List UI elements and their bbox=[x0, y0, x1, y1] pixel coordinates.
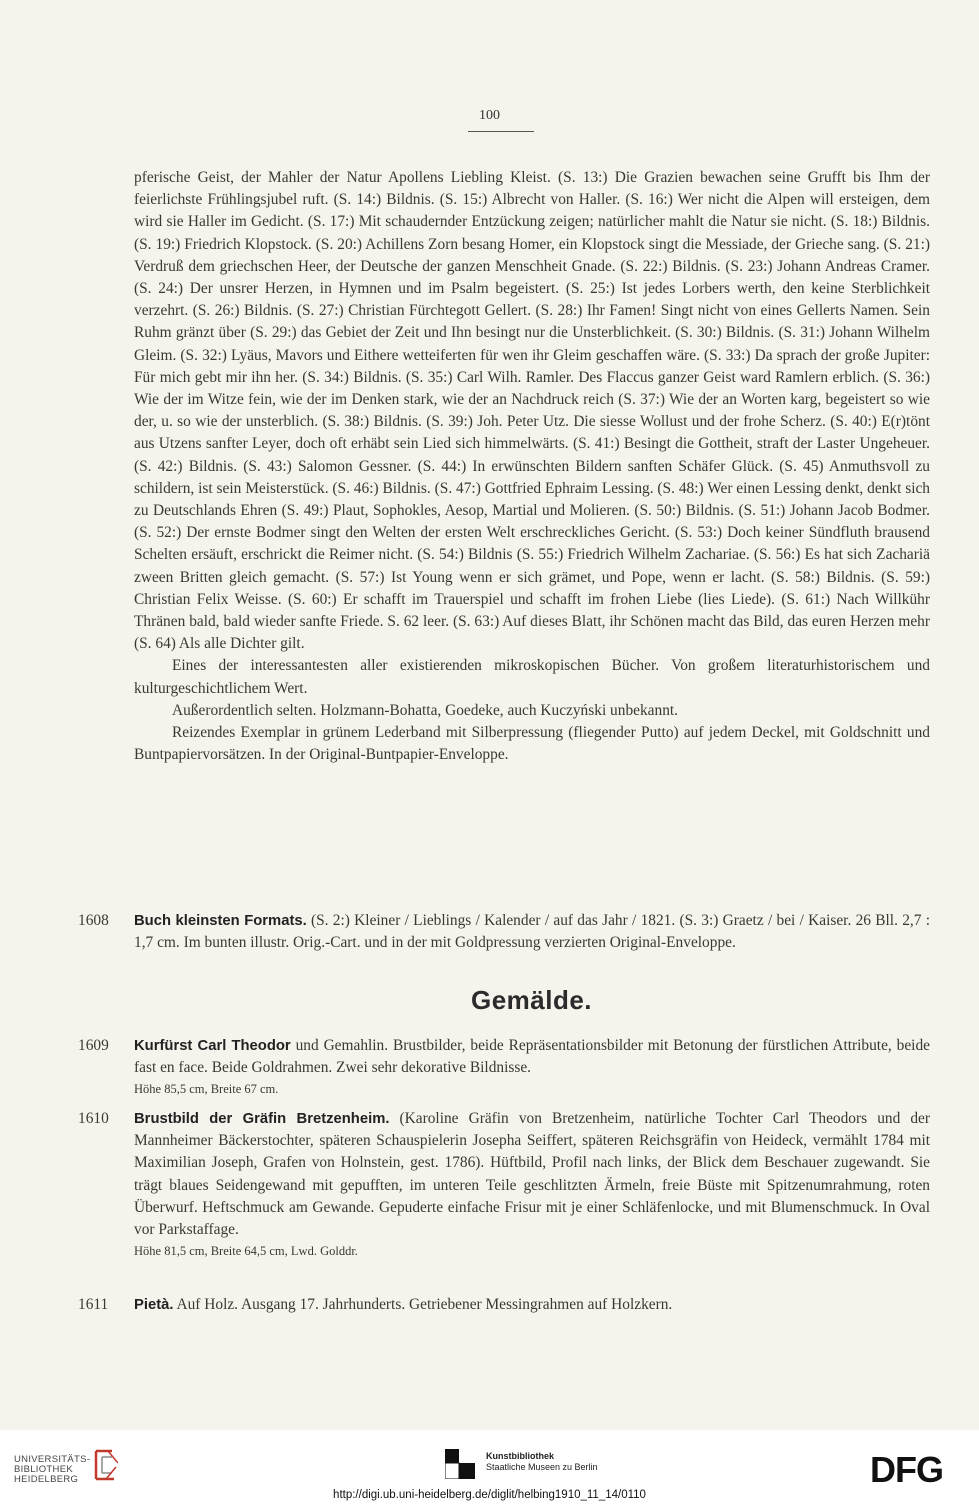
paragraph-rarity: Außerordentlich selten. Holzmann-Bohatta, Goedeke, auch Kuczyński unbekannt. bbox=[172, 701, 679, 719]
paragraph-condition: Reizendes Exemplar in grünem Lederband mit Silberpressung (fliegender Putto) auf jedem Deckel, mit Goldschnitt und Buntpapiervorsätzen. In der Original-Buntpapier-Enveloppe. bbox=[134, 724, 930, 764]
entry-title: Brustbild der Gräfin Bretzenheim. bbox=[134, 1111, 390, 1127]
entry-body bbox=[134, 1294, 930, 1316]
page-number: 100 bbox=[479, 108, 500, 123]
catalog-entry-1611 bbox=[78, 1294, 930, 1316]
section-heading: Gemälde. bbox=[470, 985, 593, 1015]
entry-number: 1608 bbox=[78, 912, 109, 929]
kunstbibliothek-logo-icon bbox=[445, 1449, 475, 1479]
dfg-logo: DFG bbox=[870, 1449, 943, 1490]
entry-body bbox=[134, 1108, 930, 1241]
library-line: BIBLIOTHEK bbox=[14, 1464, 73, 1475]
catalog-entry-1608 bbox=[78, 910, 930, 954]
entry-dimensions: Höhe 85,5 cm, Breite 67 cm. bbox=[134, 1082, 279, 1097]
entry-title: Pietà. bbox=[134, 1297, 174, 1313]
entry-title: Kurfürst Carl Theodor bbox=[134, 1038, 291, 1054]
kunstbibliothek-subtitle: Staatliche Museen zu Berlin bbox=[486, 1462, 598, 1472]
library-line: UNIVERSITÄTS- bbox=[14, 1454, 91, 1465]
paragraph-significance: Eines der interessantesten aller existierenden mikroskopischen Bücher. Von großem literaturhistorischem und kulturgeschichtlichem Wert. bbox=[134, 657, 930, 697]
kunstbibliothek-title: Kunstbibliothek bbox=[486, 1451, 554, 1461]
entry-number: 1609 bbox=[78, 1037, 109, 1054]
kunstbibliothek-label bbox=[486, 1451, 598, 1473]
library-line: HEIDELBERG bbox=[14, 1474, 79, 1485]
page-number-rule bbox=[468, 131, 534, 132]
entry-text: Auf Holz. Ausgang 17. Jahrhunderts. Getriebener Messingrahmen auf Holzkern. bbox=[173, 1296, 673, 1313]
university-library-logo-icon bbox=[92, 1447, 118, 1483]
catalog-entry-1609 bbox=[78, 1035, 930, 1099]
entry-body bbox=[134, 1035, 930, 1079]
entry-text: (Karoline Gräfin von Bretzenheim, natürliche Tochter Carl Theodors und der Mannheimer Bäckerstochter, späteren Schauspielerin Josepha Seiffert, späteren Reichsgräfin von Heideck, vermählt 1784 mit Maximilian Joseph, Grafen von Holnstein, gest. 1786). Hüftbild, Profil nach links, der Blick dem Beschauer zugewandt. Sie trägt blaues Seidengewand mit gepufften, im unteren Teile geschlitzten Ärmeln, freie Büste mit Spitzenumrahmung, roten Überwurf. Heftschmuck am Gewande. Gepuderte einfache Frisur mit je einer Schläfenlocke, und mit Blumenschmuck. In Oval vor Parkstaffage. bbox=[134, 1110, 931, 1239]
entry-text: und Gemahlin. Brustbilder, beide Repräsentationsbilder mit Betonung der fürstlichen Attribute, beide fast en face. Beide Goldrahmen. Zwei sehr dekorative Bildnisse. bbox=[134, 1037, 930, 1077]
catalog-entry-1610 bbox=[78, 1108, 930, 1261]
intro-text bbox=[134, 167, 930, 766]
entry-number: 1610 bbox=[78, 1110, 109, 1127]
entry-dimensions: Höhe 81,5 cm, Breite 64,5 cm, Lwd. Golddr. bbox=[134, 1244, 358, 1259]
entry-text: (S. 2:) Kleiner / Lieblings / Kalender / auf das Jahr / 1821. (S. 3:) Graetz / bei / Kaiser. 26 Bll. 2,7 : 1,7 cm. Im bunten illustr. Orig.-Cart. und in der mit Goldpressung verzierten Original-Enveloppe. bbox=[134, 912, 930, 952]
entry-title: Buch kleinsten Formats. bbox=[134, 913, 307, 929]
entry-body bbox=[134, 910, 930, 954]
entry-number: 1611 bbox=[78, 1296, 109, 1313]
university-library-name bbox=[14, 1455, 90, 1485]
paragraph-catalog-description: pferische Geist, der Mahler der Natur Apollens Liebling Kleist. (S. 13:) Die Grazien bewachen seine Grufft bis Ihm der feierlichste Frühlingsjubel ruft. (S. 14:) Bildnis. (S. 15:) Albrecht von Haller. (S. 16:) Wer nicht die Alpen will ersteigen, dem wird sie Haller im Gedicht. (S. 17:) Mit schaudernder Entzückung zeigen; natürlicher mahlt die Natur sie nicht. (S. 18:) Bildnis. (S. 19:) Friedrich Klopstock. (S. 20:) Achillens Zorn besang Homer, ein Klopstock singt die Messiade, der Grieche sang. (S. 21:) Verdruß dem griechschen Heer, der Deutsche der ganzen Menschheit Gnade. (S. 22:) Bildnis. (S. 23:) Johann Andreas Cramer. (S. 24:) Der unsrer Herzen, in Hymnen und im Psalm begeistert. (S. 25:) Ist jedes Lorbers werth, den keine Sterblichkeit verzehrt. (S. 26:) Bildnis. (S. 27:) Christian Fürchtegott Gellert. (S. 28:) Ihr Famen! Singt nicht von eines Gellerts Namen. Sein Ruhm gränzt über (S. 29:) das Gebiet der Zeit und Ihn besingt nur die Unsterblichkeit. (S. 30:) Bildnis. (S. 31:) Johann Wilhelm Gleim. (S. 32:) Lyäus, Mavors und Eithere wetteiferten für wen ihr Gleim geschaffen wäre. (S. 33:) Da sprach der große Jupiter: Für mich gebt mir ihn her. (S. 34:) Bildnis. (S. 35:) Carl Wilh. Ramler. Des Flaccus ganzer Geist ward Ramlern erblich. (S. 36:) Wie der im Witze fein, wie der im Denken stark, wie der an Nachdruck reich (S. 37:) Wie der an Worten karg, begeistert so wie der, u. so wie der unsterblich. (S. 38:) Bildnis. (S. 39:) Joh. Peter Utz. Die siesse Wollust und der frohe Scherz. (S. 40:) E(r)tönt aus Utzens sanfter Leyer, doch oft erhäbt sein Lied sich himmelwärts. (S. 41:) Besingt die Gottheit, straft der Laster Ungeheuer. (S. 42:) Bildnis. (S. 43:) Salomon Gessner. (S. 44:) In erwünschten Bildern sanften Schäfer Glück. (S. 45) Anmuthsvoll zu schildern, ist sein Meisterstück. (S. 46:) Bildnis. (S. 47:) Gottfried Ephraim Lessing. (S. 48:) Wer einen Lessing denkt, denkt sich zu Deutschlands Ehren (S. 49:) Plaut, Sophokles, Aesop, Martial und Molieren. (S. 50:) Bildnis. (S. 51:) Johann Jacob Bodmer. (S. 52:) Der ernste Bodmer singt den Welten der ersten Welt erschreckliches Gericht. (S. 53:) Doch keiner Sündfluth brausend Schelten ersäuft, erschrickt die Reimer nicht. (S. 54:) Bildnis (S. 55:) Friedrich Wilhelm Zachariae. (S. 56:) Es hat sich Zachariä zween Britten gleich gemacht. (S. 57:) Ist Young wenn er sich grämet, und Pope, wenn er lacht. (S. 58:) Bildnis. (S. 59:) Christian Felix Weisse. (S. 60:) Er schafft im Trauerspiel und schafft im frohen Liebe (lies Liede). (S. 61:) Nach Willkühr Thränen bald, bald wieder sanfte Friede. S. 62 leer. (S. 63:) Auf dieses Blatt, ihr Schönen macht das Bild, das euren Herzen mehr (S. 64) Als alle Dichter gilt. bbox=[134, 169, 930, 653]
permalink-url[interactable]: http://digi.ub.uni-heidelberg.de/diglit/helbing1910_11_14/0110 bbox=[333, 1489, 646, 1501]
